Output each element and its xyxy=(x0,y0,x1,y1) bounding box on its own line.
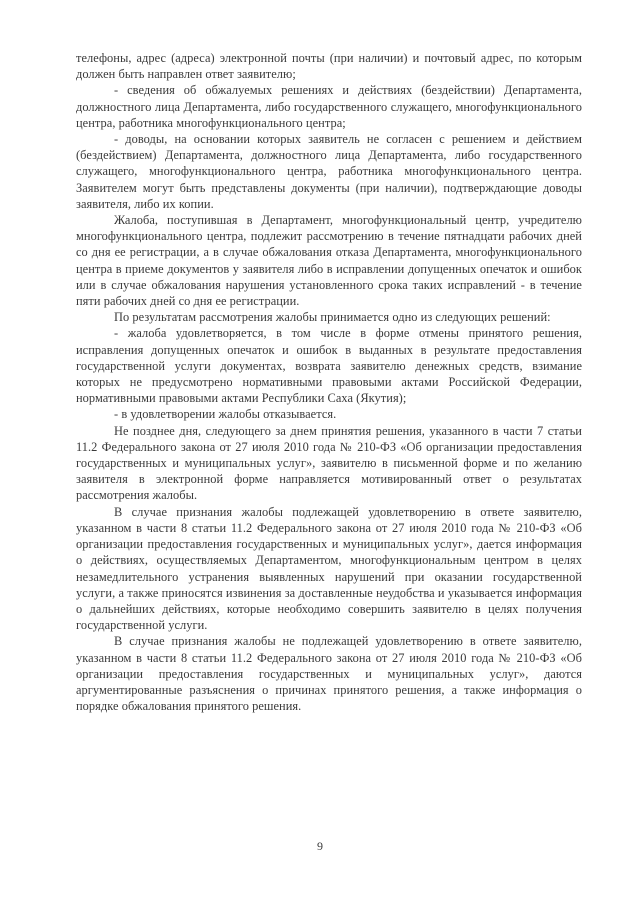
paragraph-complaint-satisfied: - жалоба удовлетворяется, в том числе в форме отмены принятого решения, исправления допущенных опечаток и ошибок в выданных в результате предоставления государственной услуги документах, возврата заявителю денежных средств, взимание которых не предусмотрено нормативными правовыми актами Российской Федерации, нормативными правовыми актами Республики Саха (Якутия); xyxy=(76,326,582,406)
paragraph-complaint-rejected: - в удовлетворении жалобы отказывается. xyxy=(114,407,337,422)
paragraph-decision-options: По результатам рассмотрения жалобы принимается одно из следующих решений: xyxy=(114,310,551,325)
paragraph-contact-details: телефоны, адрес (адреса) электронной почты (при наличии) и почтовый адрес, по которым должен быть направлен ответ заявителю; xyxy=(76,51,582,82)
paragraph-arguments: - доводы, на основании которых заявитель не согласен с решением и действием (бездействием) Департамента, должностного лица Департамента, либо государственного служащего, многофункционального центра, работника многофункционального центра. Заявителем могут быть представлены документы (при наличии), подтверждающие доводы заявителя, либо их копии. xyxy=(76,132,582,211)
page-number: 9 xyxy=(317,839,323,853)
paragraph-appealed-decisions: - сведения об обжалуемых решениях и действиях (бездействии) Департамента, должностного лица Департамента, либо государственного служащего, многофункционального центра, работника многофункционального центра; xyxy=(76,83,582,130)
paragraph-if-satisfied: В случае признания жалобы подлежащей удовлетворению в ответе заявителю, указанном в части 8 статьи 11.2 Федерального закона от 27 июля 2010 года № 210-ФЗ «Об организации предоставления государственных и муниципальных услуг», дается информация о действиях, осуществляемых Департаментом, многофункциональным центром в целях незамедлительного устранения выявленных нарушений при оказании государственной услуги, а также приносятся извинения за доставленные неудобства и указывается информация о дальнейших действиях, которые необходимо совершить заявителю в целях получения государственной услуги. xyxy=(76,504,582,633)
document-body xyxy=(76,50,582,714)
paragraph-review-period: Жалоба, поступившая в Департамент, многофункциональный центр, учредителю многофункционального центра, подлежит рассмотрению в течение пятнадцати рабочих дней со дня ее регистрации, а в случае обжалования отказа Департамента, многофункционального центра в приеме документов у заявителя либо в исправлении допущенных опечаток и ошибок или в случае обжалования нарушения установленного срока таких исправлений - в течение пяти рабочих дней со дня ее регистрации. xyxy=(76,213,582,309)
paragraph-if-not-satisfied: В случае признания жалобы не подлежащей удовлетворению в ответе заявителю, указанном в части 8 статьи 11.2 Федерального закона от 27 июля 2010 года № 210-ФЗ «Об организации предоставления государственных и муниципальных услуг», даются аргументированные разъяснения о причинах принятого решения, а также информация о порядке обжалования принятого решения. xyxy=(76,634,582,714)
paragraph-reasoned-response: Не позднее дня, следующего за днем принятия решения, указанного в части 7 статьи 11.2 Федерального закона от 27 июля 2010 года № 210-ФЗ «Об организации предоставления государственных и муниципальных услуг», заявителю в письменной форме и по желанию заявителя в электронной форме направляется мотивированный ответ о результатах рассмотрения жалобы. xyxy=(76,423,582,503)
